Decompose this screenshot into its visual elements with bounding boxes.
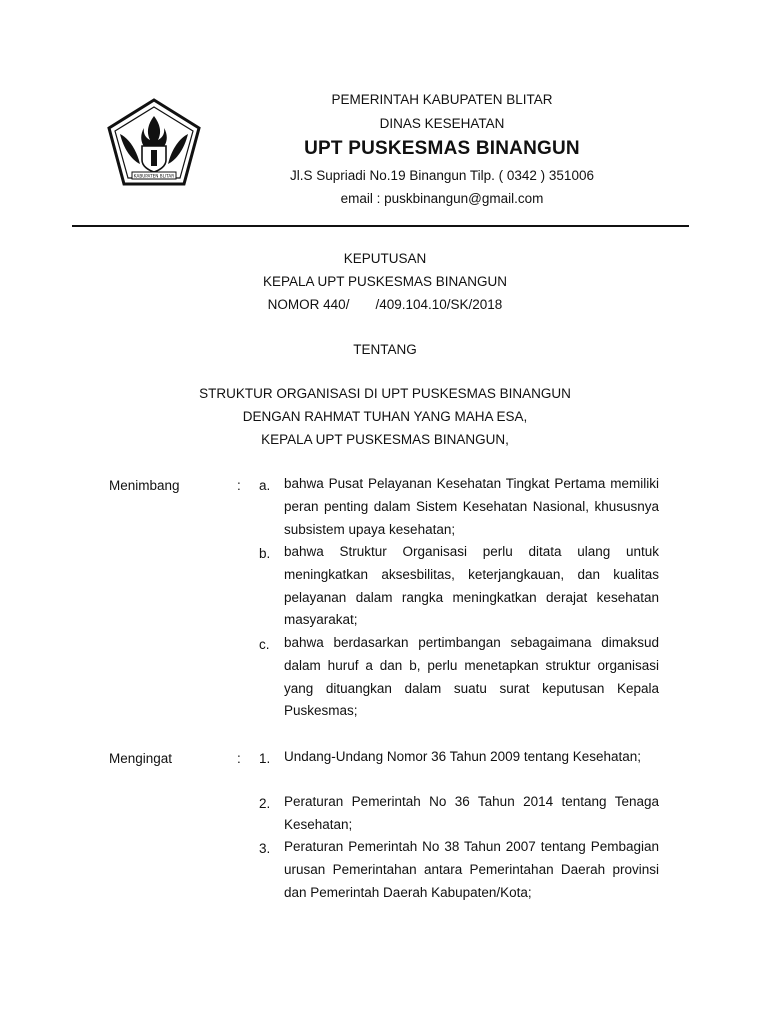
letterhead-divider — [72, 225, 689, 227]
list-marker: 3. — [259, 841, 271, 856]
list-marker: 2. — [259, 796, 271, 811]
decree-number — [80, 297, 690, 312]
list-marker: 1. — [259, 751, 271, 766]
list-text: Peraturan Pemerintah No 36 Tahun 2014 tentang Tenaga Kesehatan; — [284, 794, 659, 832]
list-marker: b. — [259, 546, 271, 561]
mengingat-item — [259, 791, 659, 837]
letterhead-department: DINAS KESEHATAN — [379, 116, 505, 131]
decree-number-prefix: NOMOR 440/ — [267, 297, 350, 312]
list-text: bahwa Struktur Organisasi perlu ditata ulang untuk meningkatkan aksesbilitas, keterjangkauan, dan kualitas pelayanan dalam rangka meningkatkan derajat kesehatan masyarakat; — [284, 544, 659, 628]
list-text: Undang-Undang Nomor 36 Tahun 2009 tentang Kesehatan; — [284, 749, 642, 764]
letterhead-unit: UPT PUSKESMAS BINANGUN — [304, 138, 580, 159]
decree-subject: STRUKTUR ORGANISASI DI UPT PUSKESMAS BINANGUN — [199, 386, 571, 401]
mengingat-item — [259, 836, 659, 904]
decree-issuer: KEPALA UPT PUSKESMAS BINANGUN — [262, 274, 508, 289]
letterhead-address: Jl.S Supriadi No.19 Binangun Tilp. ( 0342 ) 351006 — [290, 168, 594, 183]
logo-caption: KABUPATEN BLITAR — [133, 173, 175, 179]
decree-issuer-line: KEPALA UPT PUSKESMAS BINANGUN, — [261, 432, 509, 447]
list-text: Peraturan Pemerintah No 38 Tahun 2007 tentang Pembagian urusan Pemerintahan antara Pemerintahan Daerah provinsi dan Pemerintah Daerah Kabupaten/Kota; — [284, 839, 659, 900]
decree-number-suffix: /409.104.10/SK/2018 — [375, 297, 503, 312]
mengingat-colon: : — [237, 751, 241, 766]
menimbang-item — [259, 473, 659, 541]
menimbang-item — [259, 541, 659, 632]
decree-grace: DENGAN RAHMAT TUHAN YANG MAHA ESA, — [242, 409, 528, 424]
menimbang-colon: : — [237, 478, 241, 493]
list-text: bahwa berdasarkan pertimbangan sebagaimana dimaksud dalam huruf a dan b, perlu menetapkan struktur organisasi yang dituangkan dalam suatu surat keputusan Kepala Puskesmas; — [284, 635, 659, 719]
letterhead-email: email : puskbinangun@gmail.com — [340, 191, 544, 206]
mengingat-label: Mengingat — [109, 751, 173, 766]
list-marker: a. — [259, 478, 271, 493]
decree-about: TENTANG — [353, 342, 417, 357]
kabupaten-blitar-crest-icon — [106, 98, 202, 188]
menimbang-label: Menimbang — [109, 478, 180, 493]
mengingat-item — [259, 746, 659, 769]
letterhead-government: PEMERINTAH KABUPATEN BLITAR — [331, 92, 553, 107]
list-text: bahwa Pusat Pelayanan Kesehatan Tingkat Pertama memiliki peran penting dalam Sistem Kesehatan Nasional, khususnya subsistem upaya kesehatan; — [284, 476, 659, 537]
list-marker: c. — [259, 637, 270, 652]
menimbang-item — [259, 632, 659, 723]
decree-title: KEPUTUSAN — [343, 251, 427, 266]
